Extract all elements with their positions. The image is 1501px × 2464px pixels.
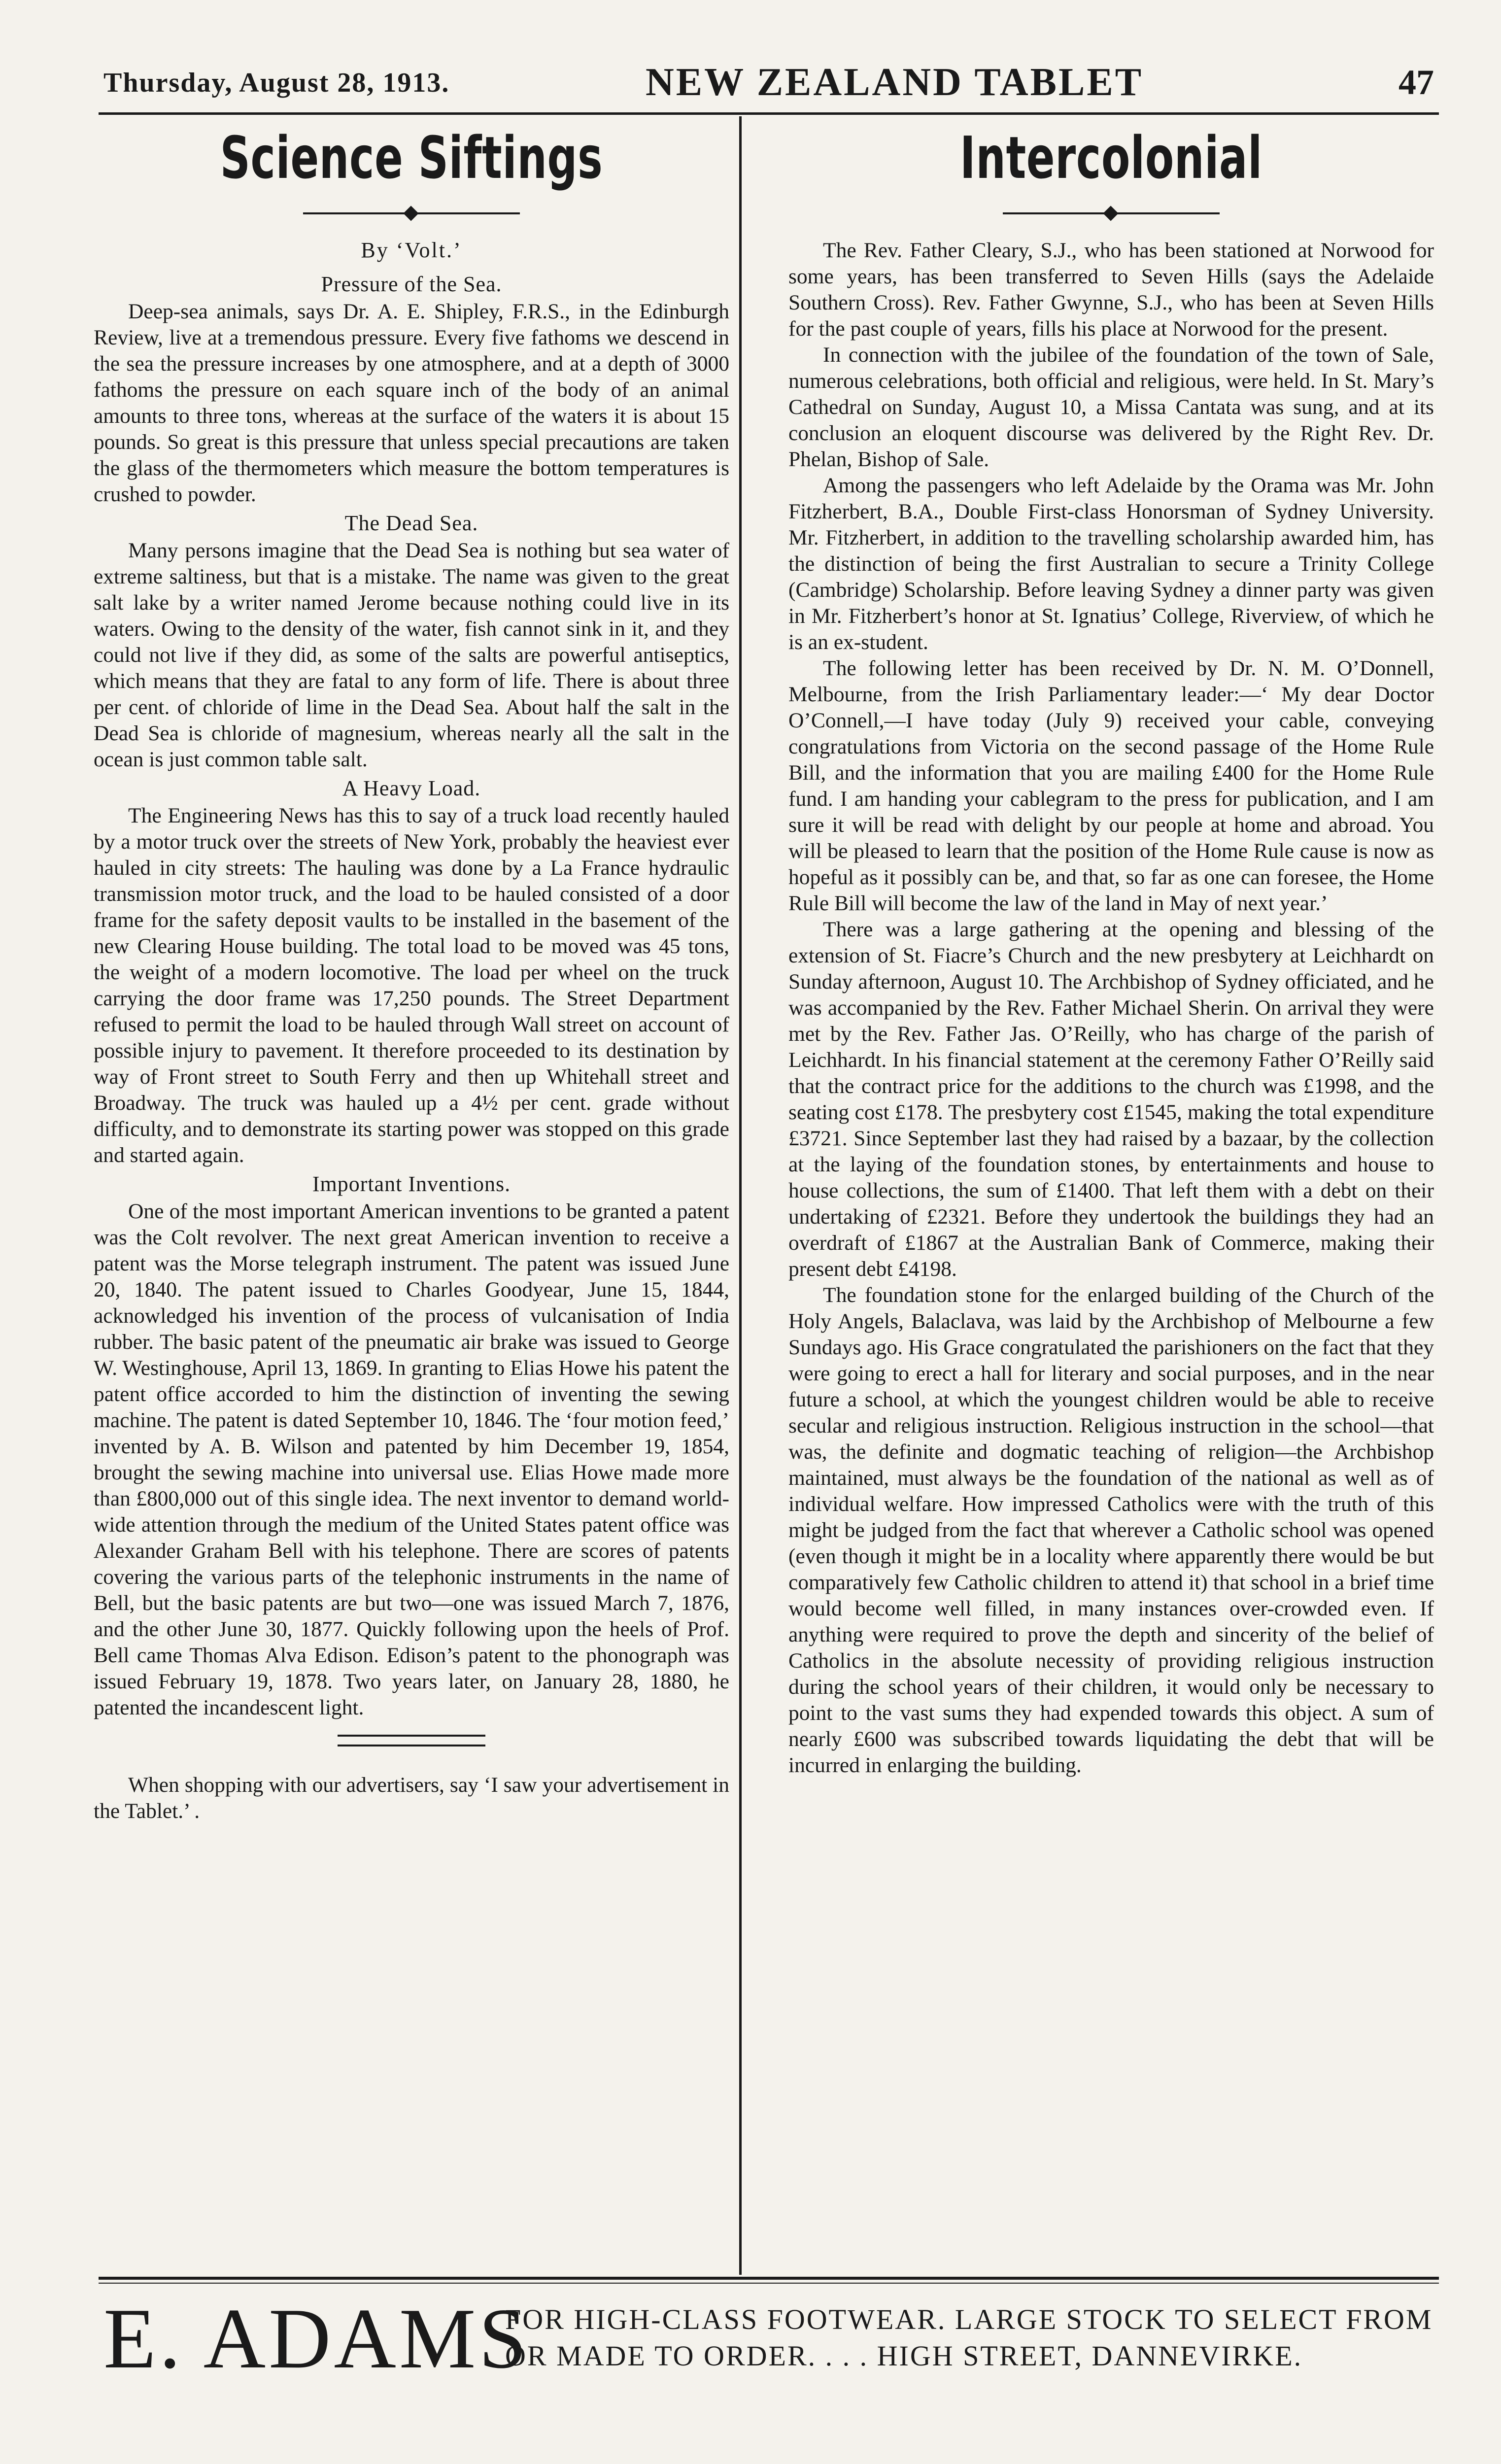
science-siftings-column: [94, 123, 729, 1824]
article-heavy-load: [94, 776, 729, 1168]
article-title: A Heavy Load.: [342, 776, 481, 800]
advertiser-name: E. ADAMS: [103, 2291, 530, 2386]
column-divider: [739, 116, 742, 2275]
byline: By ‘Volt.’: [361, 238, 462, 262]
news-paragraph: Among the passengers who left Adelaide by the Orama was Mr. John Fitzherbert, B.A., Double First-class Honorsman of Sydney University. Mr. Fitzherbert, in addition to the travelling scholarship awarded him, has the distinction of being the first Australian to secure a Trinity College (Cambridge) Scholarship. Before leaving Sydney a dinner party was given in Mr. Fitzherbert’s honor at St. Ignatius’ College, Riverview, of which he is an ex-student.: [788, 474, 1434, 654]
article-paragraph: The Engineering News has this to say of a truck load recently hauled by a motor truck over the streets of New York, probably the heaviest ever hauled in city streets: The hauling was done by a La France hydraulic transmission motor truck, and the load to be hauled consisted of a door frame for the safety deposit vaults to be installed in the basement of the new Clearing House building. The total load to be moved was 45 tons, the weight of a modern locomotive. The load per wheel on the truck carrying the door frame was 17,250 pounds. The Street Department refused to permit the load to be hauled through Wall street on account of possible injury to pavement. It therefore proceeded to its destination by way of Front street to South Ferry and then up Whitehall street and Broadway. The truck was hauled up a 4½ per cent. grade without difficulty, and to demonstrate its starting power was stopped on this grade and started again.: [94, 804, 729, 1167]
footer-rule-thin: [99, 2283, 1439, 2284]
advert-line-2: OR MADE TO ORDER. . . . HIGH STREET, DANNEVIRKE.: [505, 2340, 1303, 2372]
article-paragraph: Deep-sea animals, says Dr. A. E. Shipley, F.R.S., in the Edinburgh Review, live at a tremendous pressure. Every five fathoms we descend in the sea the pressure increases by one atmosphere, and at a depth of 3000 fathoms the pressure on each square inch of the body of an animal amounts to three tons, whereas at the surface of the waters it is about 15 pounds. So great is this pressure that unless special precautions are taken the glass of the thermometers which measure the bottom temperatures is crushed to powder.: [94, 300, 729, 506]
end-rule: [338, 1735, 485, 1746]
article-dead-sea: [94, 511, 729, 773]
section-heading-intercolonial: Intercolonial: [960, 124, 1262, 192]
news-paragraph: In connection with the jubilee of the foundation of the town of Sale, numerous celebrations, both official and religious, were held. In St. Mary’s Cathedral on Sunday, August 10, a Missa Cantata was sung, and at its conclusion an eloquent discourse was delivered by the Right Rev. Dr. Phelan, Bishop of Sale.: [788, 343, 1434, 471]
masthead-rule: [99, 112, 1439, 115]
article-title: Pressure of the Sea.: [321, 272, 502, 296]
article-title: The Dead Sea.: [344, 511, 478, 535]
article-paragraph: Many persons imagine that the Dead Sea is nothing but sea water of extreme saltiness, but that is a mistake. The name was given to the great salt lake by a writer named Jerome because nothing could live in its waters. Owing to the density of the water, fish cannot sink in it, and they could not live if they did, as some of the salts are powerful antiseptics, which means that they are fatal to any form of life. There is about three per cent. of chloride of lime in the Dead Sea. About half the salt in the Dead Sea is chloride of magnesium, whereas nearly all the salt in the ocean is just common table salt.: [94, 539, 729, 771]
masthead: [103, 58, 1434, 112]
issue-date: Thursday, August 28, 1913.: [103, 68, 450, 98]
shop-notice: When shopping with our advertisers, say ‘I saw your advertisement in the Tablet.’ .: [94, 1773, 729, 1823]
section-heading-science: Science Siftings: [220, 124, 603, 192]
page-number: 47: [1399, 63, 1434, 102]
paper-title: NEW ZEALAND TABLET: [646, 61, 1144, 104]
heading-ornament: [303, 206, 520, 221]
article-pressure: [94, 272, 729, 508]
footer-rule: [99, 2277, 1439, 2280]
news-paragraph: The following letter has been received by Dr. N. M. O’Donnell, Melbourne, from the Irish Parliamentary leader:—‘ My dear Doctor O’Connell,—I have today (July 9) received your cable, conveying congratulations from Victoria on the second passage of the Home Rule Bill, and the information that you are mailing £400 for the Home Rule fund. I am handing your cablegram to the press for publication, and I am sure it will be read with delight by our people at home and abroad. You will be pleased to learn that the position of the Home Rule cause is now as hopeful as it possibly can be, and that, so far as one can foresee, the Home Rule Bill will become the law of the land in May of next year.’: [788, 656, 1434, 915]
intercolonial-column: [788, 123, 1434, 1779]
diamond-icon: [403, 205, 418, 221]
news-paragraph: The Rev. Father Cleary, S.J., who has been stationed at Norwood for some years, has been transferred to Seven Hills (says the Adelaide Southern Cross). Rev. Father Gwynne, S.J., who has been at Seven Hills for the past couple of years, fills his place at Norwood for the present.: [788, 239, 1434, 341]
news-paragraph: The foundation stone for the enlarged building of the Church of the Holy Angels, Balaclava, was laid by the Archbishop of Melbourne a few Sundays ago. His Grace congratulated the parishioners on the fact that they were going to erect a hall for literary and social purposes, and in the near future a school, at which the youngest children would be able to receive secular and religious instruction. Religious instruction in the school—that was, the definite and dogmatic teaching of religion—the Archbishop maintained, must always be the foundation of the national as well as of individual welfare. How impressed Catholics were with the truth of this might be judged from the fact that wherever a Catholic school was opened (even though it might be in a locality where apparently there would be but comparatively few Catholic children to attend it) that school in a brief time would become well filled, in many instances over-crowded even. If anything were required to prove the depth and sincerity of the belief of Catholics in the absolute necessity of providing religious instruction during the school years of their children, it would only be necessary to point to the vast sums they had expended towards this object. A sum of nearly £600 was subscribed towards liquidating the debt that will be incurred in enlarging the building.: [788, 1283, 1434, 1777]
advert-line-1: FOR HIGH-CLASS FOOTWEAR. LARGE STOCK TO SELECT FROM: [505, 2303, 1433, 2335]
heading-ornament: [1003, 206, 1220, 221]
news-paragraph: There was a large gathering at the opening and blessing of the extension of St. Fiacre’s Church and the new presbytery at Leichhardt on Sunday afternoon, August 10. The Archbishop of Sydney officiated, and he was accompanied by the Rev. Father Michael Sherin. On arrival they were met by the Rev. Father Jas. O’Reilly, who has charge of the parish of Leichhardt. In his financial statement at the ceremony Father O’Reilly said that the contract price for the additions to the church was £1998, and the seating cost £178. The presbytery cost £1545, making the total expenditure £3721. Since September last they had raised by a bazaar, by the collection at the laying of the foundation stones, by entertainments and house to house collections, the sum of £1400. That left them with a debt on their undertaking of £2321. Before they undertook the buildings they had an overdraft of £1867 at the Australian Bank of Commerce, making their present debt £4198.: [788, 918, 1434, 1281]
article-inventions: [94, 1171, 729, 1721]
article-paragraph: One of the most important American inventions to be granted a patent was the Colt revolver. The next great American invention to receive a patent was the Morse telegraph instrument. The patent was issued June 20, 1840. The patent issued to Charles Goodyear, June 15, 1844, acknowledged his invention of the process of vulcanisation of India rubber. The basic patent of the pneumatic air brake was issued to George W. Westinghouse, April 13, 1869. In granting to Elias Howe his patent the patent office accorded to him the distinction of inventing the sewing machine. The patent is dated September 10, 1846. The ‘four motion feed,’ invented by A. B. Wilson and patented by him December 19, 1854, brought the sewing machine into universal use. Elias Howe made more than £800,000 out of this single idea. The next inventor to demand world-wide attention through the medium of the United States patent office was Alexander Graham Bell with his telephone. There are scores of patents covering the various parts of the telephonic instruments in the name of Bell, but the basic patents are but two—one was issued March 7, 1876, and the other June 30, 1877. Quickly following upon the heels of Prof. Bell came Thomas Alva Edison. Edison’s patent to the phonograph was issued February 19, 1878. Two years later, on January 28, 1880, he patented the incandescent light.: [94, 1199, 729, 1719]
diamond-icon: [1103, 205, 1118, 221]
article-title: Important Inventions.: [312, 1172, 511, 1196]
advertisement: [103, 2291, 1434, 2386]
